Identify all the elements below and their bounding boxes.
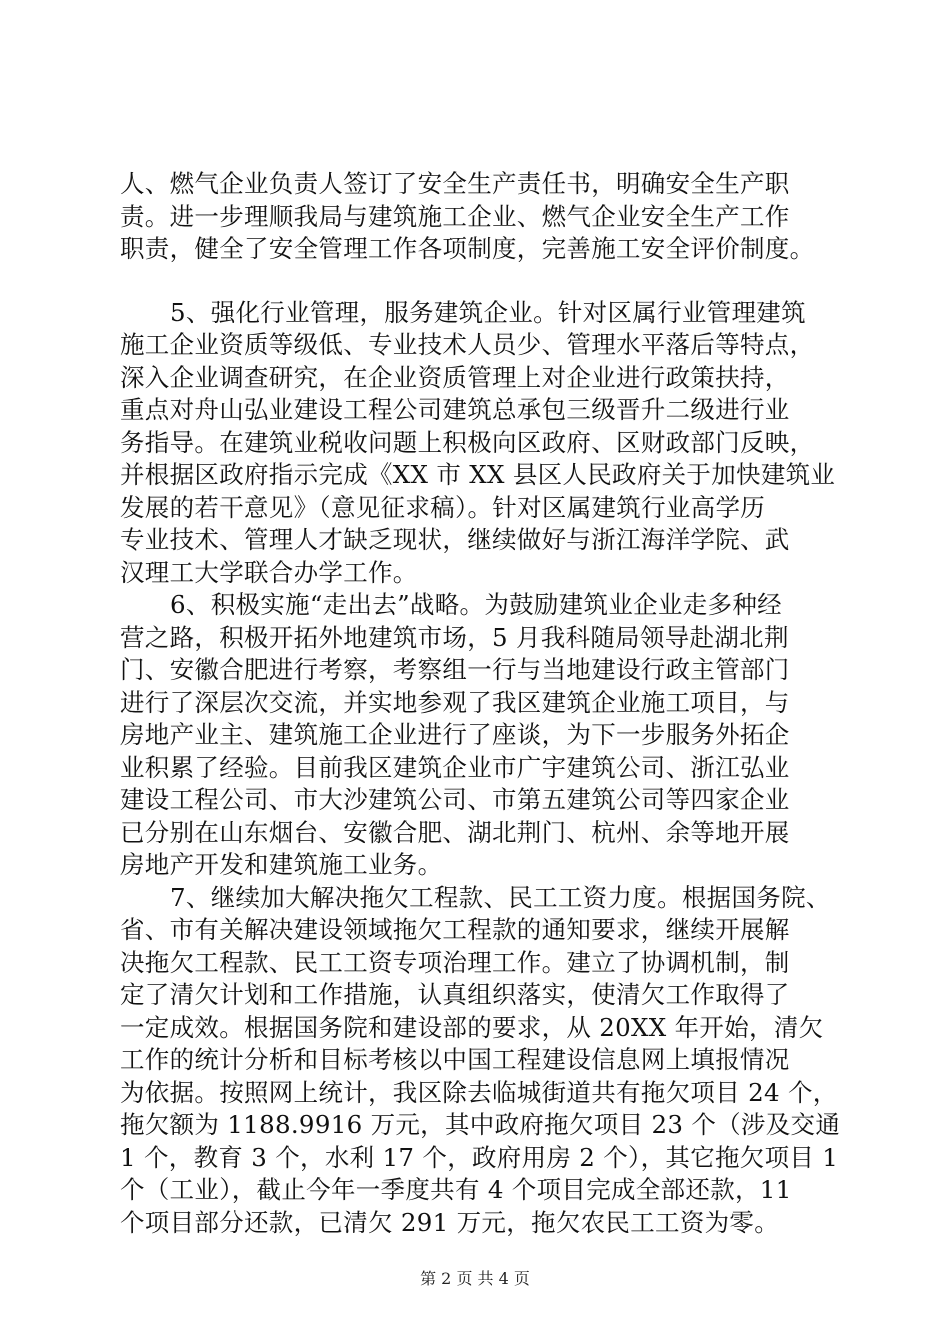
text-line: 专业技术、管理人才缺乏现状，继续做好与浙江海洋学院、武 <box>120 525 790 554</box>
text-line: 责。进一步理顺我局与建筑施工企业、燃气企业安全生产工作 <box>120 201 790 231</box>
text-line: 工作的统计分析和目标考核以中国工程建设信息网上填报情况 <box>120 1045 790 1074</box>
text-line: 重点对舟山弘业建设工程公司建筑总承包三级晋升二级进行业 <box>120 395 790 424</box>
text-line: 拖欠额为 1188.9916 万元，其中政府拖欠项目 23 个（涉及交通 <box>120 1110 841 1139</box>
text-line: 房地产开发和建筑施工业务。 <box>120 850 443 879</box>
page-footer: 第 2 页 共 4 页 <box>420 1269 530 1288</box>
text-line: 决拖欠工程款、民工工资专项治理工作。建立了协调机制，制 <box>120 947 790 977</box>
text-line: 门、安徽合肥进行考察，考察组一行与当地建设行政主管部门 <box>120 655 790 684</box>
text-line: 并根据区政府指示完成《XX 市 XX 县区人民政府关于加快建筑业 <box>120 460 836 489</box>
text-line: 发展的若干意见》（意见征求稿）。针对区属建筑行业高学历 <box>120 492 766 522</box>
paragraph-3 <box>120 589 850 882</box>
document-body <box>120 168 850 1239</box>
text-line: 深入企业调查研究，在企业资质管理上对企业进行政策扶持， <box>120 362 790 392</box>
text-line: 汉理工大学联合办学工作。 <box>120 557 418 587</box>
text-line: 个（工业），截止今年一季度共有 4 个项目完成全部还款，11 <box>120 1175 792 1204</box>
text-line: 1 个，教育 3 个，水利 17 个，政府用房 2 个），其它拖欠项目 1 <box>120 1142 839 1172</box>
text-line: 营之路，积极开拓外地建筑市场，5 月我科随局领导赴湖北荆 <box>120 622 789 652</box>
text-line: 为依据。按照网上统计，我区除去临城街道共有拖欠项目 24 个， <box>120 1077 838 1107</box>
text-line: 房地产业主、建筑施工企业进行了座谈，为下一步服务外拓企 <box>120 720 790 749</box>
paragraph-gap <box>120 266 850 297</box>
text-line: 已分别在山东烟台、安徽合肥、湖北荆门、杭州、余等地开展 <box>120 817 790 847</box>
text-line: 7、继续加大解决拖欠工程款、民工工资力度。根据国务院、 <box>170 882 831 912</box>
text-line: 6、积极实施“走出去”战略。为鼓励建筑业企业走多种经 <box>170 590 782 619</box>
text-line: 5、强化行业管理，服务建筑企业。针对区属行业管理建筑 <box>170 297 806 327</box>
text-line: 职责，健全了安全管理工作各项制度，完善施工安全评价制度。 <box>120 234 815 263</box>
text-line: 建设工程公司、市大沙建筑公司、市第五建筑公司等四家企业 <box>120 785 790 814</box>
text-line: 定了清欠计划和工作措施，认真组织落实，使清欠工作取得了 <box>120 980 790 1009</box>
text-line: 人、燃气企业负责人签订了安全生产责任书，明确安全生产职 <box>120 169 790 198</box>
text-line: 一定成效。根据国务院和建设部的要求，从 20XX 年开始，清欠 <box>120 1012 824 1042</box>
text-line: 业积累了经验。目前我区建筑企业市广宇建筑公司、浙江弘业 <box>120 752 790 782</box>
paragraph-4 <box>120 882 850 1240</box>
text-line: 施工企业资质等级低、专业技术人员少、管理水平落后等特点， <box>120 330 815 359</box>
paragraph-2 <box>120 297 850 590</box>
text-line: 省、市有关解决建设领域拖欠工程款的通知要求，继续开展解 <box>120 915 790 944</box>
text-line: 个项目部分还款，已清欠 291 万元，拖欠农民工工资为零。 <box>120 1207 780 1237</box>
text-line: 务指导。在建筑业税收问题上积极向区政府、区财政部门反映， <box>120 427 815 457</box>
paragraph-1 <box>120 168 850 266</box>
text-line: 进行了深层次交流，并实地参观了我区建筑企业施工项目，与 <box>120 687 790 717</box>
